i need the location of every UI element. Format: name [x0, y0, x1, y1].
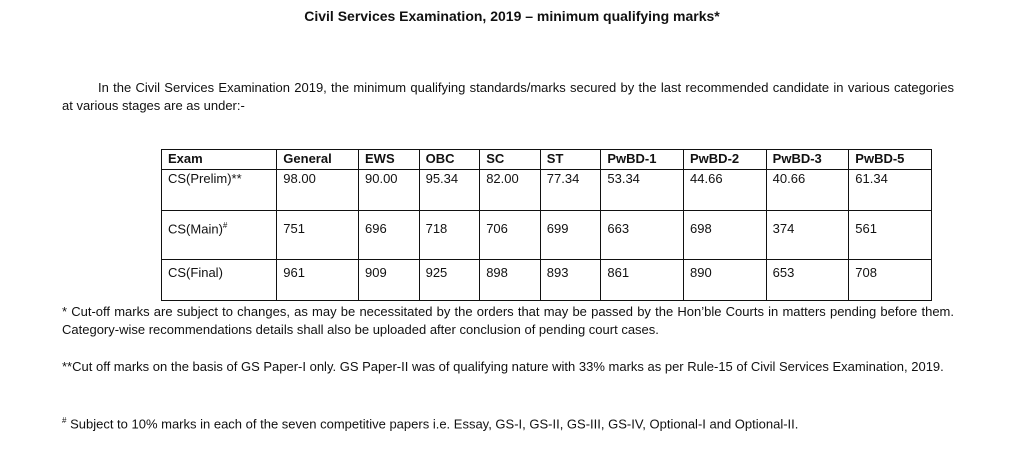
table-cell: 909 — [359, 260, 420, 301]
table-cell: 61.34 — [849, 170, 932, 211]
table-cell: 98.00 — [277, 170, 359, 211]
table-cell: 561 — [849, 211, 932, 260]
table-row — [162, 170, 932, 211]
qualifying-marks-table — [161, 149, 932, 301]
table-cell: 898 — [480, 260, 541, 301]
header-exam: Exam — [162, 150, 277, 170]
table-cell: 53.34 — [601, 170, 684, 211]
row-label-final: CS(Final) — [162, 260, 277, 301]
table-cell: 925 — [419, 260, 480, 301]
row-label-main-text: CS(Main) — [168, 221, 223, 237]
table-cell: 77.34 — [540, 170, 601, 211]
header-pwbd-5: PwBD-5 — [849, 150, 932, 170]
row-label-main — [162, 211, 277, 260]
table-row — [162, 211, 932, 260]
table-cell: 751 — [277, 211, 359, 260]
header-sc: SC — [480, 150, 541, 170]
table-cell: 699 — [540, 211, 601, 260]
header-general: General — [277, 150, 359, 170]
row-label-prelim: CS(Prelim)** — [162, 170, 277, 211]
footnote-cutoff-changes: * Cut-off marks are subject to changes, as may be necessitated by the orders that may be passed by the Hon’ble Courts in matters pending before them. Category-wise recommendations details shall also be uploaded after conclusion of pending court cases. — [62, 304, 954, 337]
table-cell: 890 — [684, 260, 767, 301]
table-cell: 82.00 — [480, 170, 541, 211]
footnote-gs-paper: **Cut off marks on the basis of GS Paper-I only. GS Paper-II was of qualifying nature with 33% marks as per Rule-15 of Civil Services Examination, 2019. — [62, 359, 944, 374]
table-cell: 708 — [849, 260, 932, 301]
table-cell: 663 — [601, 211, 684, 260]
table-cell: 653 — [766, 260, 849, 301]
table-header-row — [162, 150, 932, 170]
header-pwbd-1: PwBD-1 — [601, 150, 684, 170]
header-pwbd-3: PwBD-3 — [766, 150, 849, 170]
table-row — [162, 260, 932, 301]
intro-paragraph: In the Civil Services Examination 2019, the minimum qualifying standards/marks secured by the last recommended candidate in various categories at various stages are as under:- — [62, 80, 954, 113]
footnote-main-subject — [62, 412, 954, 433]
table-cell: 961 — [277, 260, 359, 301]
hash-footnote-marker: # — [222, 221, 228, 230]
table-cell: 718 — [419, 211, 480, 260]
header-obc: OBC — [419, 150, 480, 170]
table-cell: 40.66 — [766, 170, 849, 211]
table-cell: 696 — [359, 211, 420, 260]
header-ews: EWS — [359, 150, 420, 170]
table-cell: 90.00 — [359, 170, 420, 211]
page-title: Civil Services Examination, 2019 – minimum qualifying marks* — [304, 8, 720, 24]
header-pwbd-2: PwBD-2 — [684, 150, 767, 170]
table-cell: 95.34 — [419, 170, 480, 211]
table-cell: 698 — [684, 211, 767, 260]
table-cell: 706 — [480, 211, 541, 260]
hash-footnote-marker: # — [62, 416, 67, 425]
table-cell: 893 — [540, 260, 601, 301]
table-cell: 44.66 — [684, 170, 767, 211]
table-cell: 374 — [766, 211, 849, 260]
footnote-main-subject-text: Subject to 10% marks in each of the seven competitive papers i.e. Essay, GS-I, GS-II, GS-III, GS-IV, Optional-I and Optional-II. — [66, 416, 799, 432]
table-cell: 861 — [601, 260, 684, 301]
header-st: ST — [540, 150, 601, 170]
